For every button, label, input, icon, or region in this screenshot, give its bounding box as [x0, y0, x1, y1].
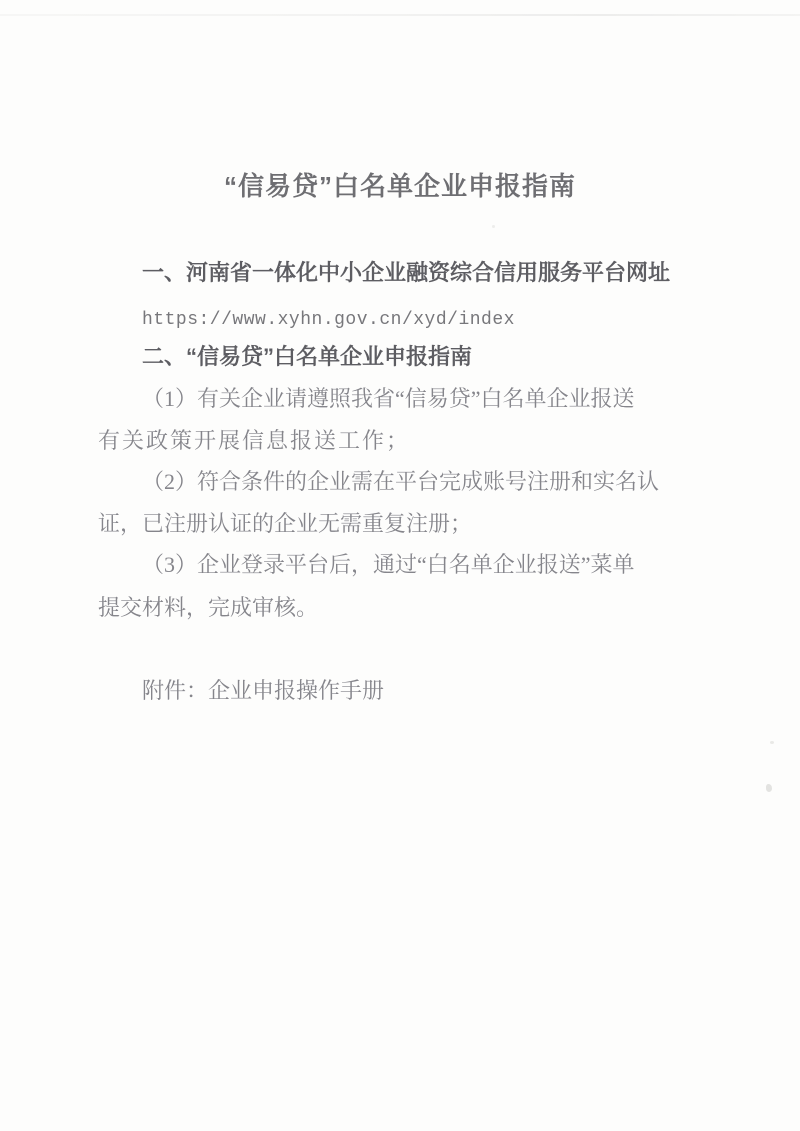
paragraph-3-line-2: 提交材料，完成审核。: [98, 595, 319, 620]
paragraph-2-line-1: （2）符合条件的企业需在平台完成账号注册和实名认: [142, 469, 660, 494]
paragraph-3-line-1: （3）企业登录平台后，通过“白名单企业报送”菜单: [142, 552, 635, 577]
document-title: “信易贷”白名单企业申报指南: [223, 171, 576, 201]
section-heading-application-guide: 二、“信易贷”白名单企业申报指南: [142, 344, 473, 369]
paragraph-2-line-2: 证，已注册认证的企业无需重复注册；: [98, 511, 473, 536]
scan-speck: [766, 784, 772, 792]
platform-url-text: https://www.xyhn.gov.cn/xyd/index: [142, 310, 515, 330]
paragraph-1-line-1: （1）有关企业请遵照我省“信易贷”白名单企业报送: [142, 386, 635, 411]
paragraph-1-line-2: 有关政策开展信息报送工作；: [98, 428, 411, 453]
scan-speck: [770, 741, 774, 744]
scan-speck: [492, 225, 495, 228]
section-heading-platform-url: 一、河南省一体化中小企业融资综合信用服务平台网址: [142, 260, 671, 285]
attachment-note: 附件：企业申报操作手册: [142, 678, 385, 703]
scan-artifact-line: [0, 14, 800, 16]
